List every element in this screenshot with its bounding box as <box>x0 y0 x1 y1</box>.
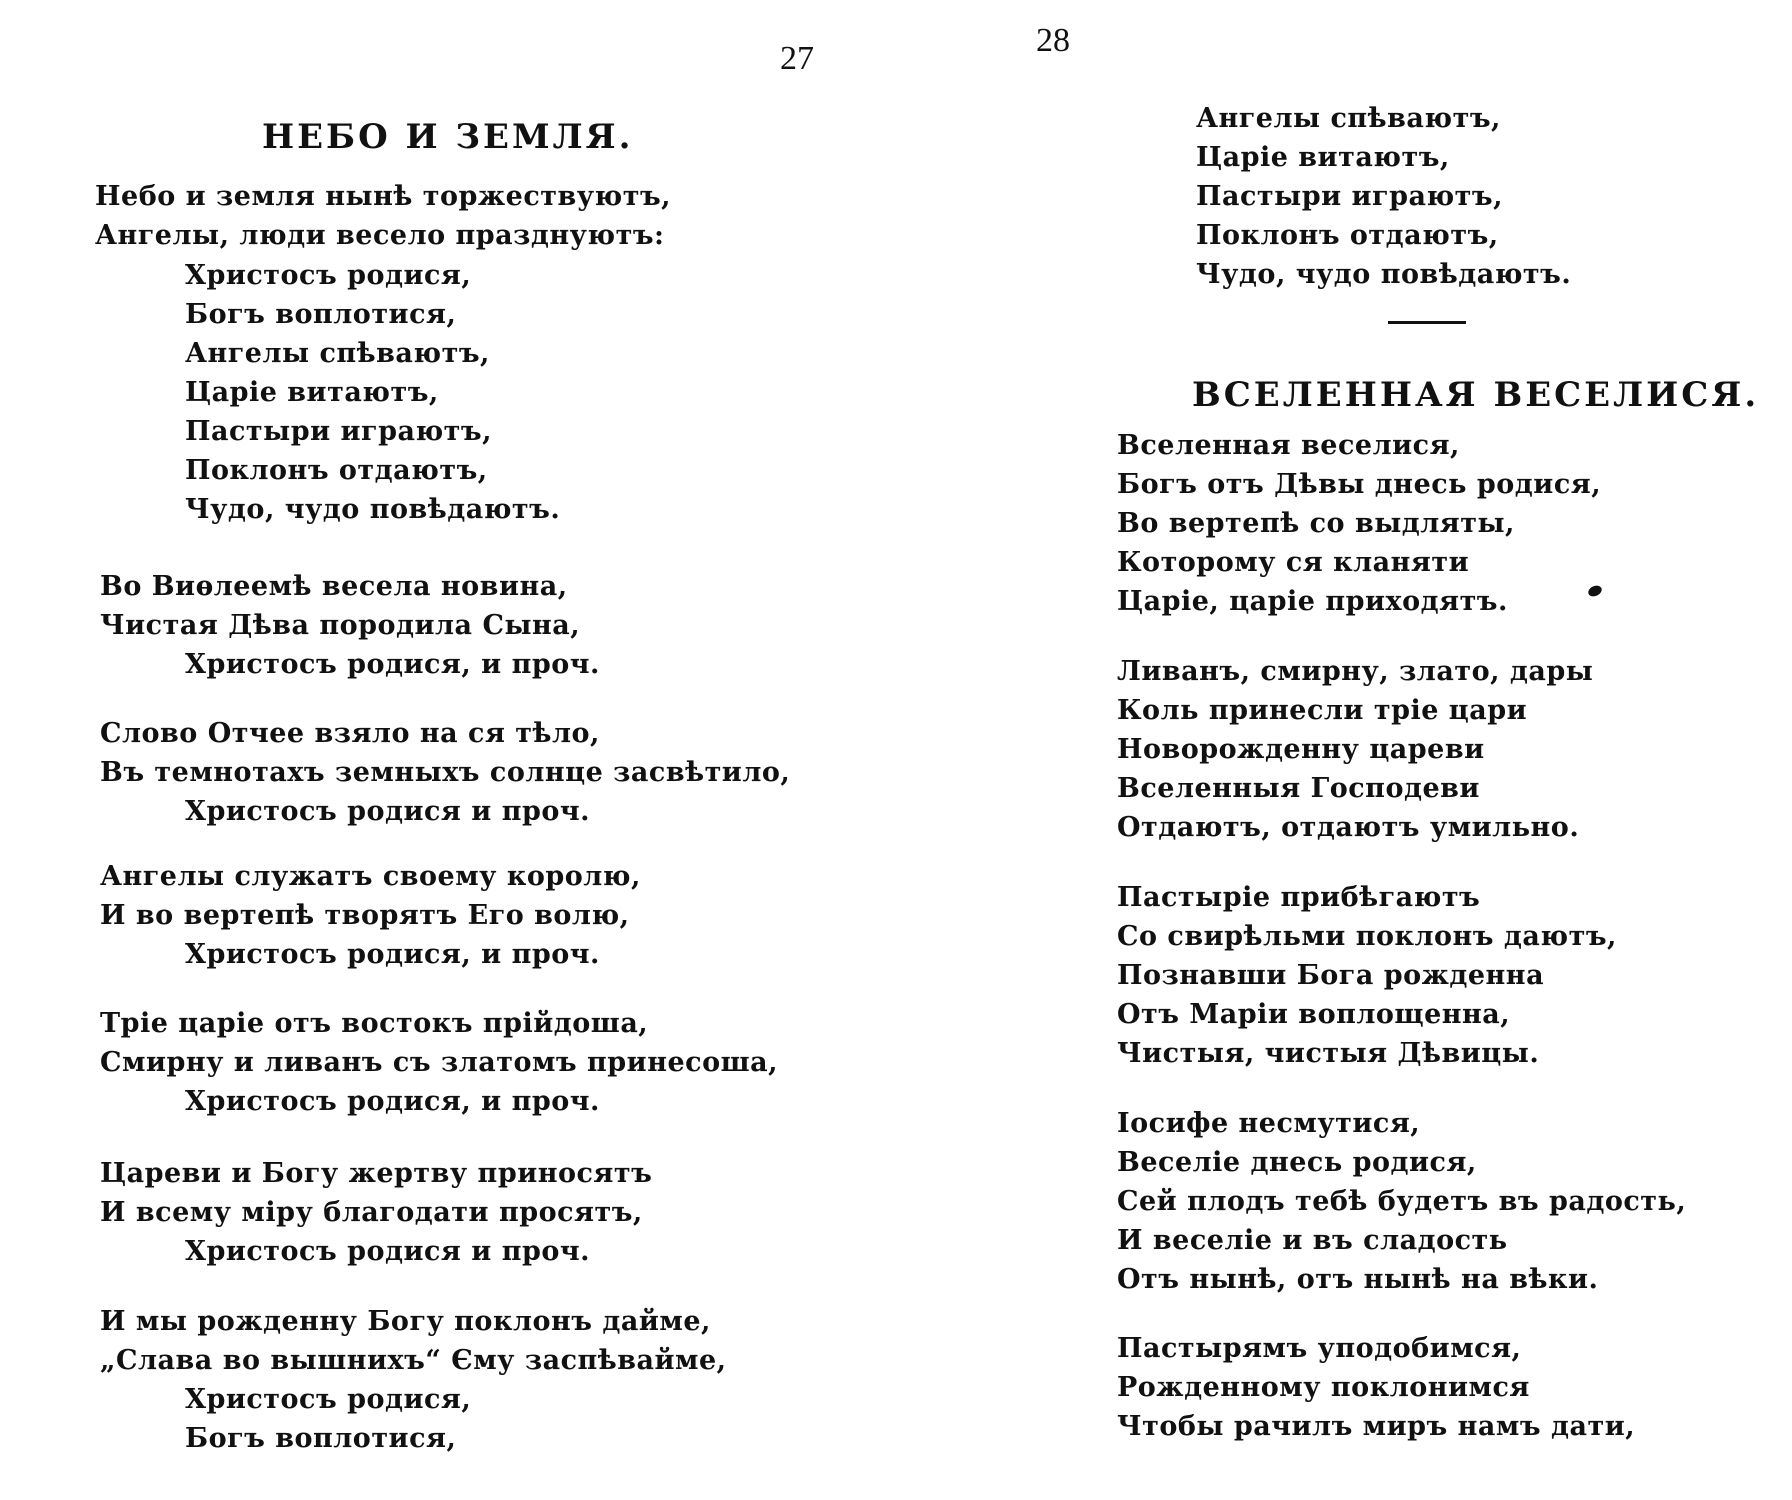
verse-line: Чистая Дѣва породила Сына, <box>100 610 581 641</box>
verse-line: Христосъ родися, <box>185 1384 472 1415</box>
verse-line: Царіе витаютъ, <box>185 377 439 408</box>
verse-line: Ангелы спѣваютъ, <box>1196 103 1501 134</box>
verse-line: Во вертепѣ со выдляты, <box>1117 508 1515 539</box>
verse-line: Христосъ родися, <box>185 260 472 291</box>
verse-line: Царіе, царіе приходятъ. <box>1117 586 1508 617</box>
verse-line: Христосъ родися, и проч. <box>185 1086 600 1117</box>
verse-line: Сей плодъ тебѣ будетъ въ радость, <box>1117 1186 1687 1217</box>
verse-line: Чудо, чудо повѣдаютъ. <box>185 494 561 525</box>
page-number-right: 28 <box>1036 22 1070 59</box>
verse-line: Христосъ родися и проч. <box>185 796 591 827</box>
verse-line: Познавши Бога рожденна <box>1117 960 1545 991</box>
verse-line: Отдаютъ, отдаютъ умильно. <box>1117 812 1580 843</box>
page-number-left: 27 <box>780 40 814 77</box>
verse-line: Богъ воплотися, <box>185 1423 457 1454</box>
verse-line: Пастыри играютъ, <box>185 416 493 447</box>
verse-line: Вселенныя Господеви <box>1117 773 1480 804</box>
verse-line: Веселіе днесь родися, <box>1117 1147 1477 1178</box>
verse-line: Чистыя, чистыя Дѣвицы. <box>1117 1038 1540 1069</box>
verse-line: Христосъ родися, и проч. <box>185 939 600 970</box>
verse-line: Пастырямъ уподобимся, <box>1117 1333 1522 1364</box>
verse-line: Богъ отъ Дѣвы днесь родися, <box>1117 469 1602 500</box>
verse-line: Христосъ родися, и проч. <box>185 649 600 680</box>
verse-line: И веселіе и въ сладость <box>1117 1225 1508 1256</box>
verse-line: Ангелы спѣваютъ, <box>185 338 490 369</box>
poem-title: ВСЕЛЕННАЯ ВЕСЕЛИСЯ. <box>1192 375 1760 415</box>
verse-line: Отъ нынѣ, отъ нынѣ на вѣки. <box>1117 1264 1599 1295</box>
verse-line: Въ темнотахъ земныхъ солнце засвѣтило, <box>100 757 791 788</box>
verse-line: Отъ Маріи воплощенна, <box>1117 999 1511 1030</box>
verse-line: Христосъ родися и проч. <box>185 1236 591 1267</box>
section-divider <box>1388 321 1466 324</box>
poem-title: НЕБО И ЗЕМЛЯ. <box>262 117 634 157</box>
verse-line: И во вертепѣ творятъ Его волю, <box>100 900 630 931</box>
verse-line: Іосифе несмутися, <box>1117 1108 1421 1139</box>
verse-line: Пастыри играютъ, <box>1196 181 1504 212</box>
verse-line: Поклонъ отдаютъ, <box>1196 220 1499 251</box>
verse-line: Ангелы, люди весело празднуютъ: <box>95 220 665 251</box>
ink-blot <box>1587 584 1604 599</box>
verse-line: Которому ся кланяти <box>1117 547 1470 578</box>
verse-line: Со свирѣльми поклонъ даютъ, <box>1117 921 1617 952</box>
verse-line: „Слава во вышнихъ“ Єму заспѣвайме, <box>100 1345 727 1376</box>
verse-line: Новорожденну цареви <box>1117 734 1485 765</box>
verse-line: Ангелы служатъ своему королю, <box>100 861 641 892</box>
verse-line: Небо и земля нынѣ торжествуютъ, <box>95 181 672 212</box>
verse-line: Чтобы рачилъ миръ намъ дати, <box>1117 1411 1636 1442</box>
verse-line: Богъ воплотися, <box>185 299 457 330</box>
verse-line: Смирну и ливанъ съ златомъ принесоша, <box>100 1047 778 1078</box>
verse-line: Коль принесли тріе цари <box>1117 695 1528 726</box>
verse-line: И мы рожденну Богу поклонъ дайме, <box>100 1306 711 1337</box>
verse-line: Во Виѳлеемѣ весела новина, <box>100 571 568 602</box>
verse-line: Тріе царіе отъ востокъ прійдоша, <box>100 1008 649 1039</box>
verse-line: Царіе витаютъ, <box>1196 142 1450 173</box>
verse-line: Цареви и Богу жертву приносятъ <box>100 1158 653 1189</box>
verse-line: Рожденному поклонимся <box>1117 1372 1530 1403</box>
verse-line: Поклонъ отдаютъ, <box>185 455 488 486</box>
verse-line: Вселенная веселися, <box>1117 430 1460 461</box>
verse-line: Чудо, чудо повѣдаютъ. <box>1196 259 1572 290</box>
verse-line: Пастыріе прибѣгаютъ <box>1117 882 1481 913</box>
verse-line: Слово Отчее взяло на ся тѣло, <box>100 718 600 749</box>
verse-line: Ливанъ, смирну, злато, дары <box>1117 656 1594 687</box>
verse-line: И всему міру благодати просятъ, <box>100 1197 643 1228</box>
